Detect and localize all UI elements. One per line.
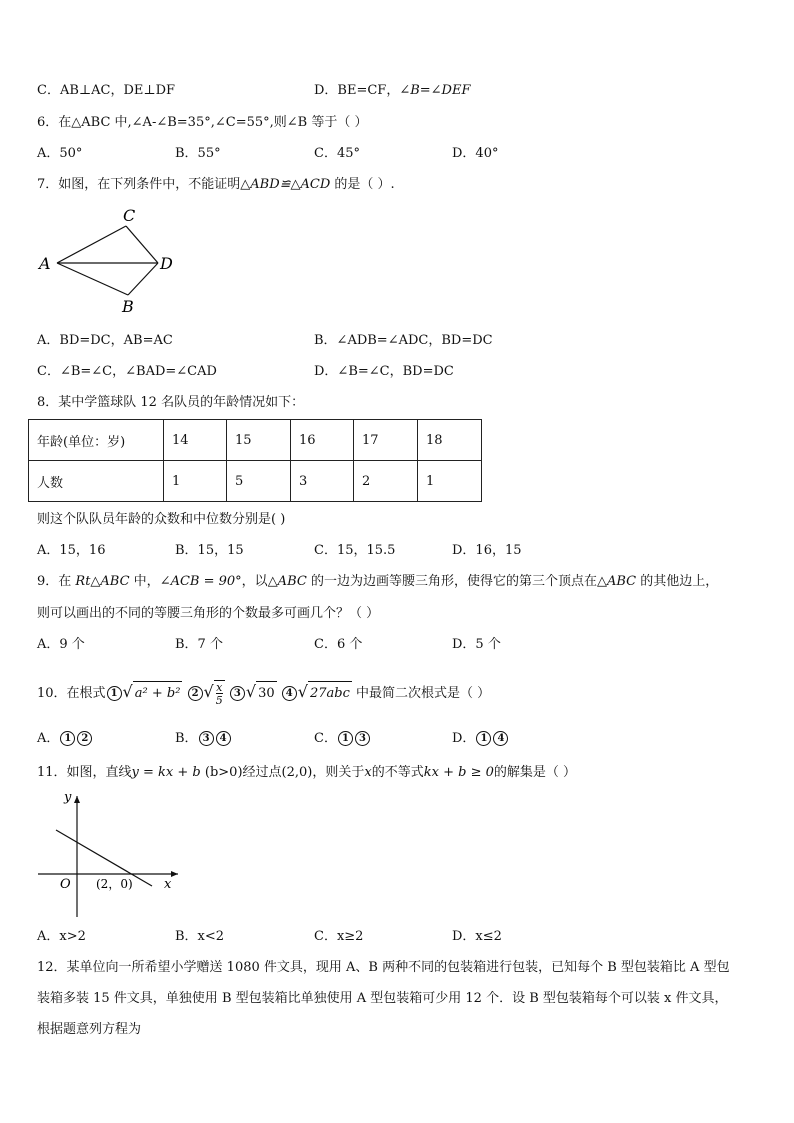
segment-bd bbox=[128, 263, 158, 295]
q8-option-c: C．15，15.5 bbox=[314, 543, 396, 558]
q7-option-a: A．BD=DC，AB=AC bbox=[37, 333, 173, 348]
table-cell: 2 bbox=[354, 461, 418, 502]
table-cell: 17 bbox=[354, 420, 418, 461]
q10-option-a: A． 1 2 bbox=[37, 730, 93, 748]
q6-option-c: C．45° bbox=[314, 146, 360, 161]
radical-4: 27abc bbox=[308, 681, 352, 706]
q10-option-c: C． 1 3 bbox=[314, 730, 371, 748]
q7-stem: 7．如图，在下列条件中，不能证明△ABD≌△ACD 的是（ ）. bbox=[37, 177, 395, 192]
q11-stem: 11．如图，直线y = kx + b (b>0)经过点(2,0)，则关于x的不等式kx + b ≥ 0的解集是（ ） bbox=[37, 765, 577, 780]
q12-stem-line3: 根据题意列方程为 bbox=[37, 1022, 142, 1037]
q7-figure bbox=[30, 200, 190, 320]
q6-option-a: A．50° bbox=[37, 146, 83, 161]
q6-option-b: B．55° bbox=[175, 146, 221, 161]
radical-3: 30 bbox=[256, 681, 277, 706]
table-cell: 3 bbox=[291, 461, 354, 502]
table-row bbox=[29, 461, 482, 502]
q8-option-d: D．16，15 bbox=[452, 543, 522, 558]
q12-stem-line2: 装箱多装 15 件文具，单独使用 B 型包装箱比单独使用 A 型包装箱可少用 12 个．设 B 型包装箱每个可以装 x 件文具， bbox=[37, 991, 728, 1006]
table-cell: 5 bbox=[227, 461, 291, 502]
radical-2: $\frac{x}{5}$ bbox=[215, 681, 223, 707]
q7-option-d: D．∠B=∠C，BD=DC bbox=[314, 364, 454, 379]
segment-ab bbox=[57, 263, 128, 295]
q9-stem-line2: 则可以画出的不同的等腰三角形的个数最多可画几个？（ ） bbox=[37, 606, 380, 621]
q11-figure bbox=[34, 790, 184, 920]
q8-age-table bbox=[28, 419, 482, 502]
label-a: A bbox=[39, 254, 51, 273]
table-cell: 14 bbox=[164, 420, 227, 461]
y-axis-arrow-icon bbox=[74, 796, 80, 803]
table-row bbox=[29, 420, 482, 461]
q9-option-b: B．7 个 bbox=[175, 637, 223, 652]
q11-option-a: A．x>2 bbox=[37, 929, 86, 944]
label-c: C bbox=[123, 206, 136, 225]
q11-option-b: B．x<2 bbox=[175, 929, 225, 944]
q9-option-a: A．9 个 bbox=[37, 637, 85, 652]
segment-cd bbox=[126, 226, 158, 263]
q8-stem: 8．某中学篮球队 12 名队员的年龄情况如下： bbox=[37, 395, 305, 410]
point-label: (2，0) bbox=[96, 877, 133, 891]
x-axis-label: x bbox=[164, 877, 172, 892]
radical-1: a² + b² bbox=[133, 681, 183, 706]
q7-option-c: C．∠B=∠C，∠BAD=∠CAD bbox=[37, 364, 217, 379]
table-header-age: 年龄(单位：岁) bbox=[29, 420, 164, 461]
q8-option-a: A．15，16 bbox=[37, 543, 106, 558]
label-d: D bbox=[160, 254, 173, 273]
table-cell: 15 bbox=[227, 420, 291, 461]
q6-option-d: D．40° bbox=[452, 146, 499, 161]
q5-option-d: D．BE=CF，∠B=∠DEF bbox=[314, 83, 471, 98]
y-axis-label: y bbox=[64, 790, 72, 805]
q12-stem-line1: 12．某单位向一所希望小学赠送 1080 件文具，现用 A、B 两种不同的包装箱进行包装，已知每个 B 型包装箱比 A 型包 bbox=[37, 960, 730, 975]
q5-option-c: C．AB⊥AC，DE⊥DF bbox=[37, 83, 176, 98]
x-axis-arrow-icon bbox=[171, 871, 178, 877]
table-cell: 1 bbox=[164, 461, 227, 502]
q10-option-b: B． 3 4 bbox=[175, 730, 232, 748]
q11-option-c: C．x≥2 bbox=[314, 929, 364, 944]
q8-question: 则这个队队员年龄的众数和中位数分别是( ) bbox=[37, 512, 286, 527]
q10-option-d: D． 1 4 bbox=[452, 730, 509, 748]
q9-option-c: C．6 个 bbox=[314, 637, 363, 652]
q6-stem: 6．在△ABC 中,∠A-∠B=35°,∠C=55°,则∠B 等于（ ） bbox=[37, 115, 368, 130]
q7-option-b: B．∠ADB=∠ADC，BD=DC bbox=[314, 333, 493, 348]
table-cell: 18 bbox=[418, 420, 482, 461]
q9-stem-line1: 9．在 Rt△ABC 中，∠ACB = 90°，以△ABC 的一边为边画等腰三角形，使得它的第三个顶点在△ABC 的其他边上， bbox=[37, 574, 719, 589]
q9-option-d: D．5 个 bbox=[452, 637, 501, 652]
table-header-count: 人数 bbox=[29, 461, 164, 502]
q11-option-d: D．x≤2 bbox=[452, 929, 502, 944]
label-b: B bbox=[122, 297, 134, 316]
q8-option-b: B．15，15 bbox=[175, 543, 244, 558]
q10-stem: 10．在根式 1 √ a² + b² 2 $√\frac{x}{5} 3$ √ 30 4 √ 27abc 中最简二次根式是（ ） bbox=[37, 681, 491, 707]
table-cell: 16 bbox=[291, 420, 354, 461]
table-cell: 1 bbox=[418, 461, 482, 502]
origin-label: O bbox=[60, 877, 71, 892]
segment-ac bbox=[57, 226, 126, 263]
